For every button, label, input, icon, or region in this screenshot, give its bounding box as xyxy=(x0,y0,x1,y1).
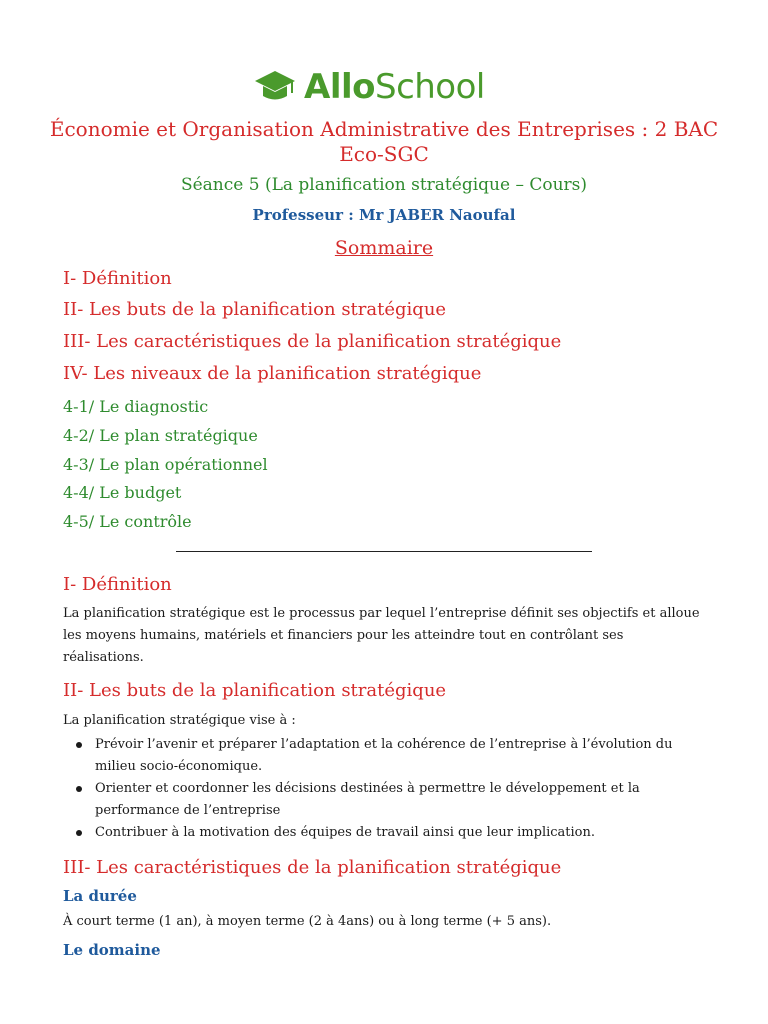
list-item: Prévoir l’avenir et préparer l’adaptation et la cohérence de l’entreprise à l’évolution du milieu socio-économique. xyxy=(63,734,703,778)
document-title: Économie et Organisation Administrative des Entreprises : 2 BAC Eco-SGC xyxy=(49,117,719,166)
list-item: Orienter et coordonner les décisions destinées à permettre le développement et la performance de l’entreprise xyxy=(63,778,703,822)
buts-bullet-list xyxy=(63,734,703,844)
toc-subitem-plan-strategique[interactable]: 4-2/ Le plan stratégique xyxy=(63,426,258,445)
section-heading-caracteristiques: III- Les caractéristiques de la planification stratégique xyxy=(63,857,562,878)
section-heading-buts: II- Les buts de la planification stratégique xyxy=(63,680,447,701)
alloschool-logo[interactable] xyxy=(254,64,485,110)
subheading-domaine: Le domaine xyxy=(63,941,161,959)
toc-subitem-diagnostic[interactable]: 4-1/ Le diagnostic xyxy=(63,397,209,416)
toc-subitem-budget[interactable]: 4-4/ Le budget xyxy=(63,483,182,502)
duree-paragraph: À court terme (1 an), à moyen terme (2 à 4ans) ou à long terme (+ 5 ans). xyxy=(63,914,552,929)
section-heading-definition: I- Définition xyxy=(63,574,172,595)
toc-item-buts[interactable]: II- Les buts de la planification stratégique xyxy=(63,299,447,320)
logo-text xyxy=(304,67,485,107)
professor-name: Professeur : Mr JABER Naoufal xyxy=(252,206,516,224)
divider xyxy=(176,551,592,552)
toc-subitem-plan-operationnel[interactable]: 4-3/ Le plan opérationnel xyxy=(63,455,268,474)
subheading-duree: La durée xyxy=(63,887,137,905)
toc-item-definition[interactable]: I- Définition xyxy=(63,268,172,289)
buts-intro: La planification stratégique vise à : xyxy=(63,713,296,728)
sommaire-heading: Sommaire xyxy=(334,237,434,259)
logo-text-bold: Allo xyxy=(304,67,375,107)
logo-text-light: School xyxy=(374,67,485,107)
graduation-cap-icon xyxy=(254,67,296,107)
seance-subtitle: Séance 5 (La planification stratégique – Cours) xyxy=(180,175,588,195)
toc-item-niveaux[interactable]: IV- Les niveaux de la planification stratégique xyxy=(63,363,482,384)
definition-paragraph: La planification stratégique est le processus par lequel l’entreprise définit ses objectifs et alloue les moyens humains, matériels et financiers pour les atteindre tout en contrôlant ses réalisations. xyxy=(63,606,700,665)
toc-subitem-controle[interactable]: 4-5/ Le contrôle xyxy=(63,512,192,531)
toc-item-caracteristiques[interactable]: III- Les caractéristiques de la planification stratégique xyxy=(63,331,562,352)
list-item: Contribuer à la motivation des équipes de travail ainsi que leur implication. xyxy=(63,822,703,844)
